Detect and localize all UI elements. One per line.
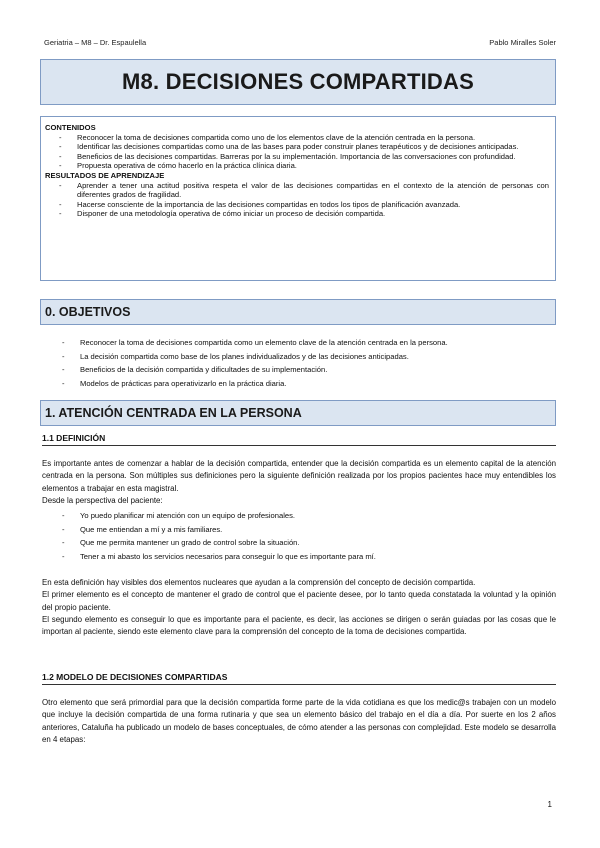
list-item: - Modelos de prácticas para operativizarlo en la práctica diaria.	[44, 377, 552, 391]
resultados-item: - Hacerse consciente de la importancia de las decisiones compartidas en todos los tipos de planificación avanzada.	[45, 200, 551, 210]
list-item: - Que me entiendan a mí y a mis familiares.	[44, 523, 552, 537]
definition-body	[42, 577, 556, 638]
subsection-1-2-title: 1.2 MODELO DE DECISIONES COMPARTIDAS	[42, 672, 556, 685]
page-title: M8. DECISIONES COMPARTIDAS	[122, 69, 474, 94]
header-author: Pablo Miralles Soler	[489, 38, 556, 47]
title-banner	[40, 59, 556, 105]
objetivos-list	[44, 336, 552, 390]
contenidos-item: - Propuesta operativa de cómo hacerlo en la práctica clínica diaria.	[45, 161, 551, 171]
contents-box	[40, 116, 556, 281]
patient-perspective-list	[44, 509, 552, 563]
section-1-banner	[40, 400, 556, 426]
section-0-banner	[40, 299, 556, 325]
contenidos-label: CONTENIDOS	[45, 123, 96, 132]
definition-intro	[42, 458, 556, 507]
contenidos-item: - Beneficios de las decisiones compartidas. Barreras por la su implementación. Importancia de las conversaciones con profundidad.	[45, 152, 551, 162]
section-1-title: 1. ATENCIÓN CENTRADA EN LA PERSONA	[45, 406, 302, 420]
paragraph: El primer elemento es el concepto de mantener el grado de control que el paciente desee, por lo tanto queda constatada la voluntad y la opinión del propio paciente.	[42, 590, 556, 612]
model-body	[42, 697, 556, 746]
list-item: - Que me permita mantener un grado de control sobre la situación.	[44, 536, 552, 550]
list-item: - Tener a mi abasto los servicios necesarios para conseguir lo que es importante para mí.	[44, 550, 552, 564]
subsection-1-1-title: 1.1 DEFINICIÓN	[42, 433, 556, 446]
paragraph: Es importante antes de comenzar a hablar de la decisión compartida, entender que la decisión compartida es un elemento capital de la atención centrada en la persona. Son múltiples sus definiciones pero la siguiente definición realizada por los propios pacientes hace muy entendibles los elementos a trabajar en esta magistral.	[42, 459, 556, 493]
paragraph: El segundo elemento es conseguir lo que es importante para el paciente, es decir, las acciones se dirigen o serán guiadas por las cosas que le importan al paciente, siendo este elemento clave para la comprensión del concepto de la toma de decisiones compartida.	[42, 614, 556, 637]
list-item: - Reconocer la toma de decisiones compartida como un elemento clave de la atención centrada en la persona.	[44, 336, 552, 350]
list-item: - La decisión compartida como base de los planes individualizados y de las decisiones anticipadas.	[44, 350, 552, 364]
list-item: - Beneficios de la decisión compartida y dificultades de su implementación.	[44, 363, 552, 377]
paragraph: En esta definición hay visibles dos elementos nucleares que ayudan a la comprensión del concepto de decisión compartida.	[42, 578, 476, 587]
section-0-title: 0. OBJETIVOS	[45, 305, 131, 319]
contenidos-item: - Identificar las decisiones compartidas como una de las bases para poder construir planes terapéuticos y de decisiones anticipadas.	[45, 142, 551, 152]
paragraph: Otro elemento que será primordial para que la decisión compartida forme parte de la vida cotidiana es que los medic@s trabajen con un modelo que incluye la decisión compartida de una forma rutinaria y que sea un elemento básico del trabajo en el día a día. Por suerte en los 2 años anteriores, Cataluña ha publicado un modelo de bases conceptuales, de cómo atender a las personas con complejidad. Este modelo se desarrolla en 4 etapas:	[42, 698, 556, 744]
resultados-item: - Aprender a tener una actitud positiva respeta el valor de las decisiones compartidas en el contexto de la atención de personas con diferentes grados de fragilidad.	[45, 181, 551, 200]
header-course: Geriatria – M8 – Dr. Espaulella	[44, 38, 147, 47]
list-item: - Yo puedo planificar mi atención con un equipo de profesionales.	[44, 509, 552, 523]
paragraph: Desde la perspectiva del paciente:	[42, 495, 163, 505]
resultados-label: RESULTADOS DE APRENDIZAJE	[45, 170, 165, 180]
contenidos-item: - Reconocer la toma de decisiones compartida como uno de los elementos clave de la atención centrada en la persona.	[45, 133, 551, 143]
page-number: 1	[547, 800, 552, 809]
resultados-item: - Disponer de una metodología operativa de cómo iniciar un proceso de decisión compartida.	[45, 209, 551, 219]
